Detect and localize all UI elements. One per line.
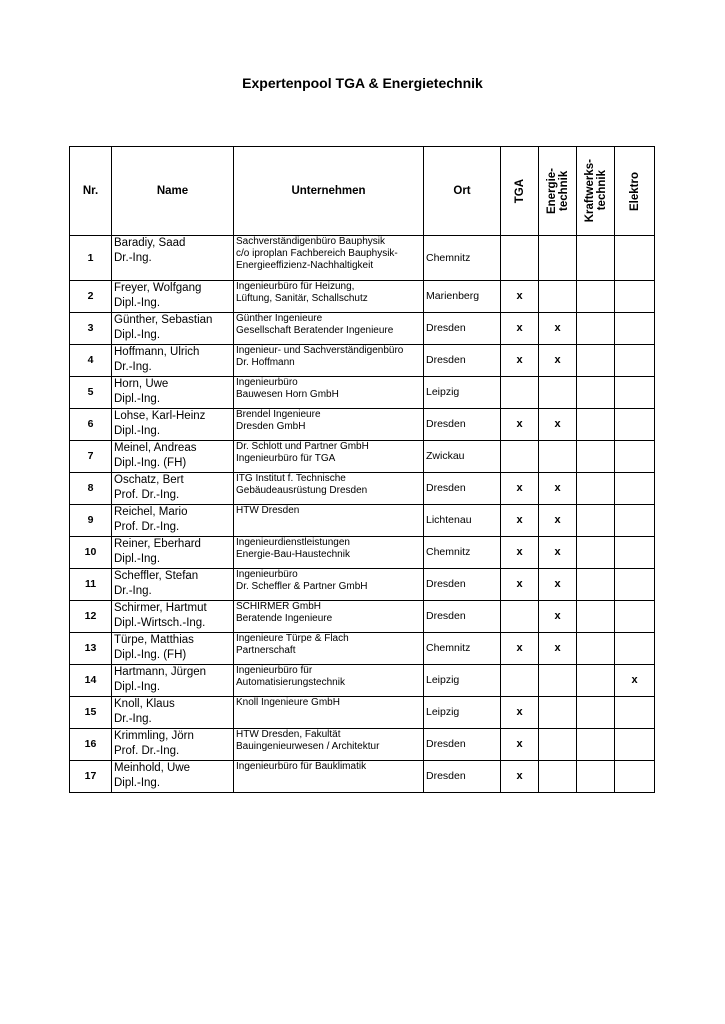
cell-kraftwerkstechnik-mark bbox=[577, 633, 615, 665]
company-line: Ingenieurbüro bbox=[236, 377, 298, 388]
person-name: Knoll, Klaus bbox=[114, 698, 175, 710]
cell-name bbox=[112, 729, 234, 761]
person-name: Lohse, Karl-Heinz bbox=[114, 410, 206, 422]
cell-kraftwerkstechnik-mark bbox=[577, 729, 615, 761]
cell-name bbox=[112, 633, 234, 665]
person-name: Hoffmann, Ulrich bbox=[114, 346, 200, 358]
person-title: Prof. Dr.-Ing. bbox=[114, 745, 180, 757]
table-row bbox=[70, 409, 655, 441]
cell-tga-mark: x bbox=[501, 729, 539, 761]
cell-energietechnik-mark bbox=[539, 665, 577, 697]
cell-energietechnik-mark bbox=[539, 281, 577, 313]
cell-elektro-mark bbox=[615, 473, 655, 505]
cell-ort: Chemnitz bbox=[424, 236, 501, 281]
company-line: Ingenieurbüro für TGA bbox=[236, 453, 336, 464]
person-title: Dipl.-Ing. bbox=[114, 393, 161, 405]
page-title: Expertenpool TGA & Energietechnik bbox=[242, 75, 483, 91]
cell-name bbox=[112, 441, 234, 473]
cell-elektro-mark bbox=[615, 569, 655, 601]
cell-nr: 10 bbox=[70, 537, 112, 569]
cell-kraftwerkstechnik-mark bbox=[577, 281, 615, 313]
cell-nr: 16 bbox=[70, 729, 112, 761]
cell-kraftwerkstechnik-mark bbox=[577, 473, 615, 505]
cell-energietechnik-mark bbox=[539, 236, 577, 281]
cell-ort: Dresden bbox=[424, 761, 501, 793]
cell-nr: 8 bbox=[70, 473, 112, 505]
person-title: Dipl.-Ing. bbox=[114, 681, 161, 693]
cell-kraftwerkstechnik-mark bbox=[577, 569, 615, 601]
cell-tga-mark bbox=[501, 601, 539, 633]
cell-unternehmen bbox=[234, 505, 424, 537]
table-row bbox=[70, 441, 655, 473]
header-tga-label: TGA bbox=[513, 178, 526, 204]
cell-unternehmen bbox=[234, 377, 424, 409]
cell-tga-mark bbox=[501, 377, 539, 409]
cell-name bbox=[112, 409, 234, 441]
person-name: Freyer, Wolfgang bbox=[114, 282, 202, 294]
person-name: Meinhold, Uwe bbox=[114, 762, 191, 774]
cell-ort: Chemnitz bbox=[424, 633, 501, 665]
table-row bbox=[70, 537, 655, 569]
cell-elektro-mark bbox=[615, 697, 655, 729]
header-nr: Nr. bbox=[70, 147, 112, 236]
cell-nr: 2 bbox=[70, 281, 112, 313]
cell-unternehmen bbox=[234, 537, 424, 569]
company-line: Ingenieur- und Sachverständigenbüro bbox=[236, 345, 404, 356]
header-kraftwerkstechnik-line1: Kraftwerks- bbox=[583, 159, 596, 223]
header-energietechnik-line2: technik bbox=[557, 170, 570, 212]
cell-name bbox=[112, 313, 234, 345]
cell-ort: Dresden bbox=[424, 569, 501, 601]
cell-elektro-mark bbox=[615, 441, 655, 473]
cell-elektro-mark bbox=[615, 409, 655, 441]
company-line: Ingenieurbüro bbox=[236, 569, 298, 580]
cell-energietechnik-mark: x bbox=[539, 313, 577, 345]
cell-elektro-mark bbox=[615, 601, 655, 633]
cell-ort: Leipzig bbox=[424, 697, 501, 729]
cell-name bbox=[112, 761, 234, 793]
cell-ort: Chemnitz bbox=[424, 537, 501, 569]
company-line: Bauingenieurwesen / Architektur bbox=[236, 741, 380, 752]
company-line: Knoll Ingenieure GmbH bbox=[236, 697, 340, 708]
cell-name bbox=[112, 569, 234, 601]
cell-unternehmen bbox=[234, 345, 424, 377]
cell-energietechnik-mark bbox=[539, 761, 577, 793]
cell-ort: Leipzig bbox=[424, 377, 501, 409]
header-tga bbox=[501, 147, 539, 236]
cell-energietechnik-mark bbox=[539, 441, 577, 473]
header-kraftwerkstechnik-label bbox=[584, 159, 608, 222]
person-title: Dipl.-Ing. bbox=[114, 777, 161, 789]
cell-ort: Dresden bbox=[424, 473, 501, 505]
cell-name bbox=[112, 505, 234, 537]
cell-name bbox=[112, 665, 234, 697]
table-row bbox=[70, 236, 655, 281]
company-line: Gebäudeausrüstung Dresden bbox=[236, 485, 368, 496]
cell-ort: Marienberg bbox=[424, 281, 501, 313]
cell-tga-mark: x bbox=[501, 281, 539, 313]
cell-tga-mark: x bbox=[501, 473, 539, 505]
cell-elektro-mark bbox=[615, 236, 655, 281]
cell-nr: 1 bbox=[70, 236, 112, 281]
company-line: Bauwesen Horn GmbH bbox=[236, 389, 339, 400]
company-line: Ingenieure Türpe & Flach bbox=[236, 633, 349, 644]
cell-name bbox=[112, 537, 234, 569]
cell-energietechnik-mark bbox=[539, 697, 577, 729]
cell-kraftwerkstechnik-mark bbox=[577, 537, 615, 569]
cell-tga-mark: x bbox=[501, 633, 539, 665]
person-title: Dr.-Ing. bbox=[114, 713, 152, 725]
person-title: Dr.-Ing. bbox=[114, 252, 152, 264]
cell-nr: 3 bbox=[70, 313, 112, 345]
cell-ort: Dresden bbox=[424, 345, 501, 377]
cell-kraftwerkstechnik-mark bbox=[577, 236, 615, 281]
cell-ort: Zwickau bbox=[424, 441, 501, 473]
company-line: HTW Dresden, Fakultät bbox=[236, 729, 341, 740]
cell-unternehmen bbox=[234, 281, 424, 313]
company-line: Brendel Ingenieure bbox=[236, 409, 321, 420]
cell-ort: Lichtenau bbox=[424, 505, 501, 537]
table-body bbox=[70, 236, 655, 793]
person-title: Prof. Dr.-Ing. bbox=[114, 489, 180, 501]
cell-elektro-mark bbox=[615, 505, 655, 537]
person-name: Scheffler, Stefan bbox=[114, 570, 199, 582]
header-name: Name bbox=[112, 147, 234, 236]
cell-tga-mark: x bbox=[501, 569, 539, 601]
table-row bbox=[70, 697, 655, 729]
person-name: Reichel, Mario bbox=[114, 506, 188, 518]
cell-nr: 12 bbox=[70, 601, 112, 633]
cell-elektro-mark: x bbox=[615, 665, 655, 697]
company-line: Dr. Schlott und Partner GmbH bbox=[236, 441, 369, 452]
cell-tga-mark bbox=[501, 441, 539, 473]
company-line: SCHIRMER GmbH bbox=[236, 601, 322, 612]
header-kraftwerkstechnik-line2: technik bbox=[595, 170, 608, 212]
table-row bbox=[70, 345, 655, 377]
company-line: Ingenieurdienstleistungen bbox=[236, 537, 350, 548]
company-line: Energie-Bau-Haustechnik bbox=[236, 549, 350, 560]
cell-energietechnik-mark: x bbox=[539, 473, 577, 505]
cell-elektro-mark bbox=[615, 633, 655, 665]
cell-name bbox=[112, 236, 234, 281]
header-row bbox=[70, 147, 655, 236]
table-row bbox=[70, 313, 655, 345]
company-line: Ingenieurbüro für bbox=[236, 665, 313, 676]
cell-unternehmen bbox=[234, 441, 424, 473]
cell-tga-mark: x bbox=[501, 505, 539, 537]
cell-nr: 7 bbox=[70, 441, 112, 473]
header-unternehmen: Unternehmen bbox=[234, 147, 424, 236]
cell-elektro-mark bbox=[615, 729, 655, 761]
person-title: Dipl.-Ing. (FH) bbox=[114, 649, 187, 661]
cell-nr: 15 bbox=[70, 697, 112, 729]
cell-kraftwerkstechnik-mark bbox=[577, 345, 615, 377]
cell-unternehmen bbox=[234, 729, 424, 761]
table-row bbox=[70, 569, 655, 601]
cell-nr: 14 bbox=[70, 665, 112, 697]
table-row bbox=[70, 761, 655, 793]
cell-kraftwerkstechnik-mark bbox=[577, 313, 615, 345]
cell-ort: Dresden bbox=[424, 601, 501, 633]
person-name: Günther, Sebastian bbox=[114, 314, 213, 326]
cell-kraftwerkstechnik-mark bbox=[577, 377, 615, 409]
company-line: Ingenieurbüro für Bauklimatik bbox=[236, 761, 367, 772]
cell-name bbox=[112, 281, 234, 313]
cell-unternehmen bbox=[234, 601, 424, 633]
cell-nr: 6 bbox=[70, 409, 112, 441]
table-row bbox=[70, 665, 655, 697]
cell-elektro-mark bbox=[615, 345, 655, 377]
header-elektro-label: Elektro bbox=[628, 171, 641, 211]
cell-energietechnik-mark: x bbox=[539, 505, 577, 537]
cell-elektro-mark bbox=[615, 761, 655, 793]
cell-energietechnik-mark: x bbox=[539, 409, 577, 441]
cell-name bbox=[112, 697, 234, 729]
cell-energietechnik-mark: x bbox=[539, 537, 577, 569]
table-row bbox=[70, 505, 655, 537]
person-title: Dipl.-Ing. bbox=[114, 425, 161, 437]
cell-unternehmen bbox=[234, 761, 424, 793]
company-line: Beratende Ingenieure bbox=[236, 613, 333, 624]
cell-kraftwerkstechnik-mark bbox=[577, 601, 615, 633]
company-line: HTW Dresden bbox=[236, 505, 300, 516]
person-title: Dipl.-Ing. (FH) bbox=[114, 457, 187, 469]
cell-ort: Dresden bbox=[424, 729, 501, 761]
person-title: Dipl.-Ing. bbox=[114, 297, 161, 309]
cell-tga-mark bbox=[501, 665, 539, 697]
person-title: Dr.-Ing. bbox=[114, 585, 152, 597]
person-name: Krimmling, Jörn bbox=[114, 730, 194, 742]
cell-unternehmen bbox=[234, 473, 424, 505]
person-name: Hartmann, Jürgen bbox=[114, 666, 207, 678]
person-title: Prof. Dr.-Ing. bbox=[114, 521, 180, 533]
table-row bbox=[70, 633, 655, 665]
cell-elektro-mark bbox=[615, 281, 655, 313]
cell-energietechnik-mark bbox=[539, 377, 577, 409]
cell-tga-mark: x bbox=[501, 537, 539, 569]
cell-unternehmen bbox=[234, 633, 424, 665]
header-elektro bbox=[615, 147, 655, 236]
company-line: Günther Ingenieure bbox=[236, 313, 323, 324]
cell-ort: Leipzig bbox=[424, 665, 501, 697]
company-line: Partnerschaft bbox=[236, 645, 296, 656]
company-line: Energieeffizienz-Nachhaltigkeit bbox=[236, 260, 374, 271]
cell-kraftwerkstechnik-mark bbox=[577, 505, 615, 537]
person-name: Oschatz, Bert bbox=[114, 474, 184, 486]
cell-tga-mark: x bbox=[501, 345, 539, 377]
cell-unternehmen bbox=[234, 409, 424, 441]
person-title: Dipl.-Wirtsch.-Ing. bbox=[114, 617, 206, 629]
cell-unternehmen bbox=[234, 569, 424, 601]
company-line: Ingenieurbüro für Heizung, bbox=[236, 281, 355, 292]
cell-tga-mark: x bbox=[501, 761, 539, 793]
person-name: Reiner, Eberhard bbox=[114, 538, 201, 550]
cell-kraftwerkstechnik-mark bbox=[577, 697, 615, 729]
cell-energietechnik-mark: x bbox=[539, 569, 577, 601]
cell-tga-mark: x bbox=[501, 697, 539, 729]
cell-kraftwerkstechnik-mark bbox=[577, 441, 615, 473]
person-title: Dipl.-Ing. bbox=[114, 329, 161, 341]
cell-unternehmen bbox=[234, 236, 424, 281]
table-row bbox=[70, 729, 655, 761]
cell-name bbox=[112, 377, 234, 409]
person-name: Horn, Uwe bbox=[114, 378, 169, 390]
company-line: Gesellschaft Beratender Ingenieure bbox=[236, 325, 394, 336]
header-energietechnik-line1: Energie- bbox=[545, 167, 558, 214]
cell-ort: Dresden bbox=[424, 409, 501, 441]
header-energietechnik bbox=[539, 147, 577, 236]
cell-unternehmen bbox=[234, 697, 424, 729]
person-name: Türpe, Matthias bbox=[114, 634, 194, 646]
cell-kraftwerkstechnik-mark bbox=[577, 665, 615, 697]
company-line: Lüftung, Sanitär, Schallschutz bbox=[236, 293, 368, 304]
cell-energietechnik-mark bbox=[539, 729, 577, 761]
table-row bbox=[70, 377, 655, 409]
cell-tga-mark: x bbox=[501, 409, 539, 441]
cell-nr: 13 bbox=[70, 633, 112, 665]
cell-nr: 11 bbox=[70, 569, 112, 601]
cell-nr: 4 bbox=[70, 345, 112, 377]
cell-unternehmen bbox=[234, 665, 424, 697]
company-line: c/o iproplan Fachbereich Bauphysik- bbox=[236, 248, 398, 259]
table-row bbox=[70, 473, 655, 505]
cell-elektro-mark bbox=[615, 313, 655, 345]
cell-ort: Dresden bbox=[424, 313, 501, 345]
person-name: Schirmer, Hartmut bbox=[114, 602, 207, 614]
table-row bbox=[70, 281, 655, 313]
cell-kraftwerkstechnik-mark bbox=[577, 409, 615, 441]
cell-name bbox=[112, 601, 234, 633]
cell-energietechnik-mark: x bbox=[539, 601, 577, 633]
cell-tga-mark bbox=[501, 236, 539, 281]
company-line: Automatisierungstechnik bbox=[236, 677, 345, 688]
company-line: Dr. Hoffmann bbox=[236, 357, 295, 368]
header-ort: Ort bbox=[424, 147, 501, 236]
person-title: Dipl.-Ing. bbox=[114, 553, 161, 565]
person-title: Dr.-Ing. bbox=[114, 361, 152, 373]
cell-kraftwerkstechnik-mark bbox=[577, 761, 615, 793]
cell-energietechnik-mark: x bbox=[539, 345, 577, 377]
header-energietechnik-label bbox=[546, 168, 570, 214]
person-name: Meinel, Andreas bbox=[114, 442, 197, 454]
company-line: Dresden GmbH bbox=[236, 421, 306, 432]
table-row bbox=[70, 601, 655, 633]
expert-table bbox=[69, 146, 655, 793]
company-line: ITG Institut f. Technische bbox=[236, 473, 346, 484]
cell-unternehmen bbox=[234, 313, 424, 345]
header-kraftwerkstechnik bbox=[577, 147, 615, 236]
cell-tga-mark: x bbox=[501, 313, 539, 345]
cell-nr: 5 bbox=[70, 377, 112, 409]
cell-energietechnik-mark: x bbox=[539, 633, 577, 665]
cell-name bbox=[112, 473, 234, 505]
person-name: Baradiy, Saad bbox=[114, 237, 186, 249]
cell-elektro-mark bbox=[615, 377, 655, 409]
company-line: Dr. Scheffler & Partner GmbH bbox=[236, 581, 368, 592]
cell-nr: 9 bbox=[70, 505, 112, 537]
cell-name bbox=[112, 345, 234, 377]
cell-elektro-mark bbox=[615, 537, 655, 569]
cell-nr: 17 bbox=[70, 761, 112, 793]
company-line: Sachverständigenbüro Bauphysik bbox=[236, 236, 385, 247]
